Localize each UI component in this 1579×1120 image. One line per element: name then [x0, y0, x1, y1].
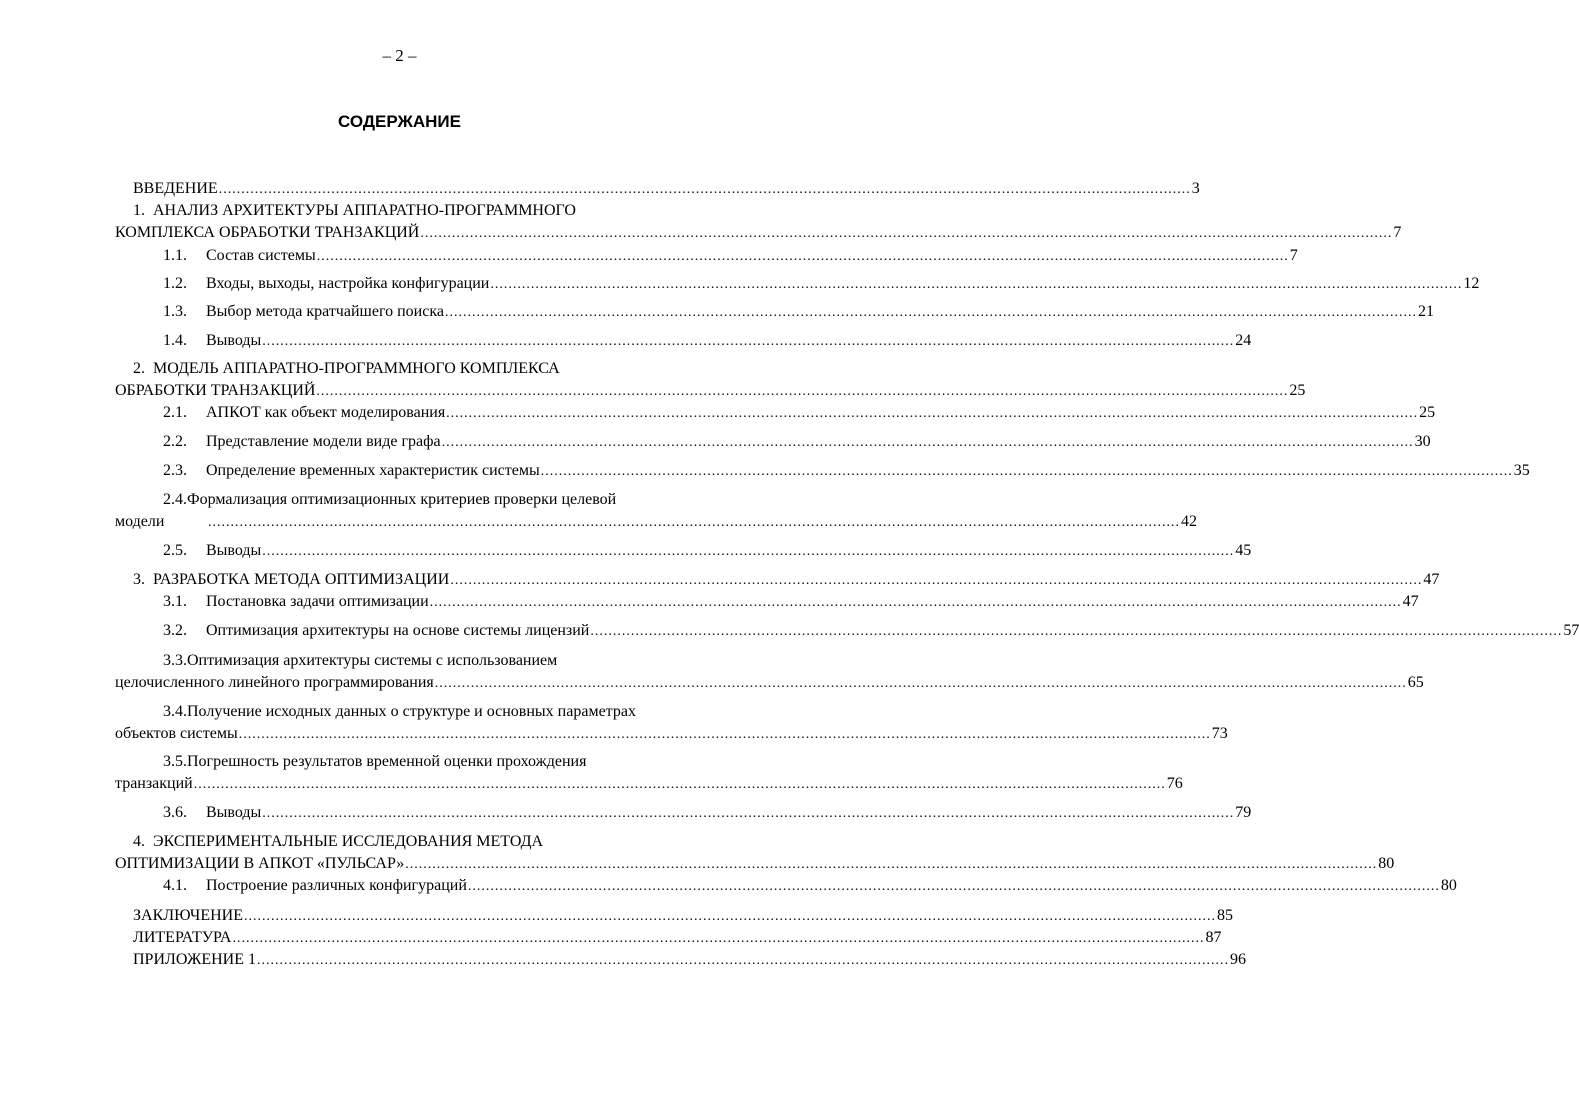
toc-entry-title: Постановка задачи оптимизации: [206, 593, 429, 610]
toc-entry-title: Состав системы: [206, 247, 316, 264]
toc-entry-number: 2.: [133, 360, 145, 377]
toc-page-number: 85: [1216, 907, 1233, 924]
toc-leader-dots: ........................................................................................................................................................................................................................: [446, 406, 1419, 421]
toc-entry-number: 1.1.: [163, 247, 187, 264]
toc-leader-dots: ........................................................................................................................................................................................................................: [243, 909, 1216, 924]
toc-entry-number: 4.: [133, 833, 145, 850]
toc-page-number: 87: [1205, 929, 1222, 946]
toc-page-number: 80: [1378, 855, 1395, 872]
toc-section-3-1[interactable]: [163, 592, 1419, 613]
toc-page-number: 24: [1235, 332, 1252, 349]
toc-page-number: 30: [1414, 433, 1431, 450]
toc-leader-dots: ........................................................................................................................................................................................................................: [262, 334, 1235, 349]
toc-leader-dots: ........................................................................................................................................................................................................................: [262, 544, 1235, 559]
toc-entry-title: ЛИТЕРАТУРА: [133, 929, 232, 946]
toc-entry-title: Получение исходных данных о структуре и основных параметрах: [187, 703, 636, 720]
toc-entry-title: ЭКСПЕРИМЕНТАЛЬНЫЕ ИССЛЕДОВАНИЯ МЕТОДА: [153, 833, 544, 850]
toc-page-number: 3: [1191, 180, 1200, 197]
toc-entry-number: 2.5.: [163, 542, 187, 559]
toc-page-number: 65: [1407, 674, 1424, 691]
toc-entry-number: 1.4.: [163, 332, 187, 349]
toc-entry-number: 3.2.: [163, 622, 187, 639]
toc-entry-title: АПКОТ как объект моделирования: [206, 404, 446, 421]
toc-page-number: 57: [1563, 622, 1579, 639]
toc-section-3-2[interactable]: [163, 621, 1579, 642]
toc-entry-title-continued: ОБРАБОТКИ ТРАНЗАКЦИЙ: [115, 382, 316, 399]
toc-page-number: 7: [1393, 224, 1402, 241]
toc-leader-dots: ........................................................................................................................................................................................................................: [316, 249, 1289, 264]
toc-entry-title: ЗАКЛЮЧЕНИЕ: [133, 907, 243, 924]
toc-entry-title: ВВЕДЕНИЕ: [133, 180, 218, 197]
toc-leader-dots: ........................................................................................................................................................................................................................: [316, 384, 1289, 399]
toc-entry-title: Выводы: [206, 804, 262, 821]
toc-entry-title: МОДЕЛЬ АППАРАТНО-ПРОГРАММНОГО КОМПЛЕКСА: [153, 360, 560, 377]
toc-entry-title-continued: транзакций: [115, 775, 193, 792]
toc-entry-title: Оптимизация архитектуры на основе системы лицензий: [206, 622, 590, 639]
toc-entry-number: 2.3.: [163, 462, 187, 479]
toc-page-number: 35: [1513, 462, 1530, 479]
toc-page-number: 96: [1230, 951, 1247, 968]
toc-leader-dots: ........................................................................................................................................................................................................................: [444, 305, 1417, 320]
toc-leader-dots: ........................................................................................................................................................................................................................: [238, 727, 1211, 742]
toc-section-3-3-heading[interactable]: [163, 651, 557, 671]
toc-entry-title: ПРИЛОЖЕНИЕ 1: [133, 951, 257, 968]
toc-entry-title: Выводы: [206, 542, 262, 559]
toc-entry-number: 2.1.: [163, 404, 187, 421]
page-number: – 2 –: [382, 46, 417, 65]
toc-entry-introduction[interactable]: [133, 179, 1200, 200]
toc-leader-dots: ........................................................................................................................................................................................................................: [467, 879, 1440, 894]
toc-leader-dots: ........................................................................................................................................................................................................................: [540, 464, 1513, 479]
toc-section-2-5[interactable]: [163, 541, 1252, 562]
toc-page-number: 47: [1402, 593, 1419, 610]
toc-entry-number: 3.6.: [163, 804, 187, 821]
toc-page-number: 76: [1166, 775, 1183, 792]
toc-entry-number: 2.2.: [163, 433, 187, 450]
toc-entry-title: Оптимизация архитектуры системы с использованием: [187, 652, 558, 669]
toc-page-number: 79: [1235, 804, 1252, 821]
toc-section-3-6[interactable]: [163, 803, 1252, 824]
toc-entry-title-continued: объектов системы: [115, 725, 238, 742]
toc-chapter-1-heading[interactable]: [133, 201, 576, 221]
toc-entry-number: 4.1.: [163, 877, 187, 894]
toc-leader-dots: ........................................................................................................................................................................................................................: [429, 595, 1402, 610]
toc-entry-title-continued: ОПТИМИЗАЦИИ В АПКОТ «ПУЛЬСАР»: [115, 855, 405, 872]
toc-page-number: 12: [1463, 275, 1480, 292]
toc-leader-dots: ........................................................................................................................................................................................................................: [590, 624, 1563, 639]
toc-section-1-2[interactable]: [163, 274, 1480, 295]
toc-section-3-5-heading[interactable]: [163, 752, 586, 772]
toc-entry-number: 1.: [133, 202, 145, 219]
toc-entry-title: Представление модели виде графа: [206, 433, 441, 450]
toc-entry-title: Определение временных характеристик системы: [206, 462, 540, 479]
toc-entry-title: Формализация оптимизационных критериев проверки целевой: [187, 491, 617, 508]
toc-entry-title: РАЗРАБОТКА МЕТОДА ОПТИМИЗАЦИИ: [153, 571, 450, 588]
toc-entry-title-continued: модели: [115, 513, 165, 530]
toc-entry-title: Построение различных конфигураций: [206, 877, 467, 894]
toc-leader-dots: ........................................................................................................................................................................................................................: [490, 277, 1463, 292]
toc-section-3-4[interactable]: [115, 724, 1228, 745]
toc-leader-dots: ........................................................................................................................................................................................................................: [405, 857, 1378, 872]
toc-entry-number: 3.1.: [163, 593, 187, 610]
toc-entry-number: 1.2.: [163, 275, 187, 292]
toc-section-4-1[interactable]: [163, 876, 1457, 897]
toc-leader-dots: ........................................................................................................................................................................................................................: [208, 515, 1180, 530]
toc-page-number: 47: [1423, 571, 1440, 588]
toc-leader-dots: ........................................................................................................................................................................................................................: [420, 226, 1393, 241]
toc-leader-dots: ........................................................................................................................................................................................................................: [434, 676, 1407, 691]
toc-section-1-3[interactable]: [163, 302, 1434, 323]
toc-page-number: 25: [1419, 404, 1436, 421]
toc-page-number: 73: [1211, 725, 1228, 742]
toc-leader-dots: ........................................................................................................................................................................................................................: [193, 777, 1166, 792]
toc-section-2-4[interactable]: [115, 512, 1197, 533]
toc-entry-title-continued: КОМПЛЕКСА ОБРАБОТКИ ТРАНЗАКЦИЙ: [115, 224, 420, 241]
page-title: СОДЕРЖАНИЕ: [338, 112, 461, 131]
toc-leader-dots: ........................................................................................................................................................................................................................: [262, 806, 1235, 821]
toc-leader-dots: ........................................................................................................................................................................................................................: [232, 931, 1205, 946]
toc-page-number: 7: [1289, 247, 1298, 264]
toc-section-2-3[interactable]: [163, 461, 1530, 482]
toc-entry-appendix-1[interactable]: [133, 950, 1247, 971]
toc-chapter-4-heading[interactable]: [133, 832, 543, 852]
toc-section-3-4-heading[interactable]: [163, 702, 636, 722]
toc-leader-dots: ........................................................................................................................................................................................................................: [257, 953, 1230, 968]
toc-leader-dots: ........................................................................................................................................................................................................................: [441, 435, 1414, 450]
toc-entry-title: Выбор метода кратчайшего поиска: [206, 303, 444, 320]
toc-entry-number: 3.4.: [163, 703, 187, 720]
toc-page-number: 80: [1440, 877, 1457, 894]
toc-entry-conclusion[interactable]: [133, 906, 1233, 927]
toc-section-1-1[interactable]: [163, 246, 1298, 267]
toc-leader-dots: ........................................................................................................................................................................................................................: [218, 182, 1191, 197]
toc-section-3-3[interactable]: [115, 673, 1424, 694]
toc-entry-title: АНАЛИЗ АРХИТЕКТУРЫ АППАРАТНО-ПРОГРАММНОГО: [153, 202, 576, 219]
toc-entry-number: 2.4.: [163, 491, 187, 508]
toc-entry-title: Выводы: [206, 332, 262, 349]
toc-section-2-1[interactable]: [163, 403, 1436, 424]
toc-chapter-2[interactable]: [115, 381, 1306, 402]
toc-entry-number: 3.: [133, 571, 145, 588]
toc-entry-title: Входы, выходы, настройка конфигурации: [206, 275, 490, 292]
toc-chapter-1[interactable]: [115, 223, 1402, 244]
toc-entry-title-continued: целочисленного линейного программирования: [115, 674, 434, 691]
toc-section-2-4-heading[interactable]: [163, 490, 616, 510]
toc-page-number: 42: [1181, 513, 1197, 530]
toc-chapter-4[interactable]: [115, 854, 1395, 875]
toc-chapter-3[interactable]: [133, 570, 1440, 591]
toc-entry-number: 1.3.: [163, 303, 187, 320]
toc-section-1-4[interactable]: [163, 331, 1252, 352]
toc-entry-literature[interactable]: [133, 928, 1222, 949]
toc-section-2-2[interactable]: [163, 432, 1431, 453]
toc-page-number: 45: [1235, 542, 1252, 559]
toc-page-number: 25: [1289, 382, 1306, 399]
toc-entry-number: 3.3.: [163, 652, 187, 669]
toc-entry-number: 3.5.: [163, 753, 187, 770]
toc-entry-title: Погрешность результатов временной оценки прохождения: [187, 753, 587, 770]
toc-leader-dots: ........................................................................................................................................................................................................................: [450, 573, 1423, 588]
toc-section-3-5[interactable]: [115, 774, 1183, 795]
toc-chapter-2-heading[interactable]: [133, 359, 560, 379]
toc-page-number: 21: [1417, 303, 1434, 320]
